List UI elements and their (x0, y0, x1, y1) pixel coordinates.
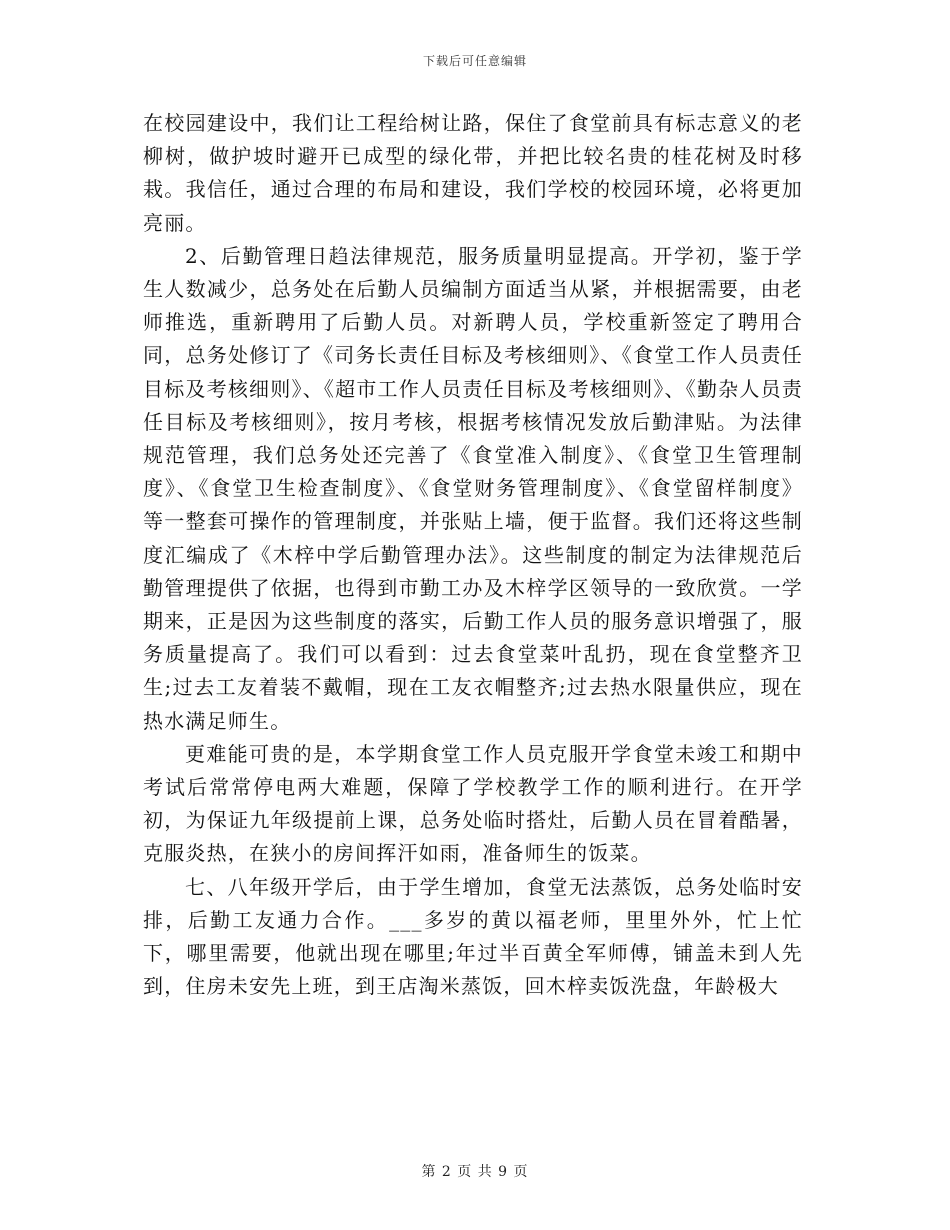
page-footer: 第 2 页 共 9 页 (421, 1164, 529, 1180)
paragraph-4: 七、八年级开学后，由于学生增加，食堂无法蒸饭，总务处临时安排，后勤工友通力合作。___多岁的黄以福老师，里里外外，忙上忙下，哪里需要，他就出现在哪里;年过半百黄全军师傅，铺盖未到人先到，住房未安先上班，到王店淘米蒸饭，回木梓卖饭洗盘，年龄极大 (143, 874, 803, 999)
paragraph-3: 更难能可贵的是，本学期食堂工作人员克服开学食堂未竣工和期中考试后常常停电两大难题，保障了学校教学工作的顺利进行。在开学初，为保证九年级提前上课，总务处临时搭灶，后勤人员在冒着酷暑，克服炎热，在狭小的房间挥汗如雨，准备师生的饭菜。 (143, 741, 803, 866)
page-header: 下载后可任意编辑 (422, 54, 527, 68)
paragraph-2: 2、后勤管理日趋法律规范，服务质量明显提高。开学初，鉴于学生人数减少，总务处在后勤人员编制方面适当从紧，并根据需要，由老师推选，重新聘用了后勤人员。对新聘人员，学校重新签定了聘用合同，总务处修订了《司务长责任目标及考核细则》、《食堂工作人员责任目标及考核细则》、《超市工作人员责任目标及考核细则》、《勤杂人员责任目标及考核细则》，按月考核，根据考核情况发放后勤津贴。为法律规范管理，我们总务处还完善了《食堂准入制度》、《食堂卫生管理制度》、《食堂卫生检查制度》、《食堂财务管理制度》、《食堂留样制度》等一整套可操作的管理制度，并张贴上墙，便于监督。我们还将这些制度汇编成了《木梓中学后勤管理办法》。这些制度的制定为法律规范后勤管理提供了依据，也得到市勤工办及木梓学区领导的一致欣赏。一学期来，正是因为这些制度的落实，后勤工作人员的服务意识增强了，服务质量提高了。我们可以看到：过去食堂菜叶乱扔，现在食堂整齐卫生;过去工友着装不戴帽，现在工友衣帽整齐;过去热水限量供应，现在热水满足师生。 (143, 243, 803, 733)
paragraph-1: 在校园建设中，我们让工程给树让路，保住了食堂前具有标志意义的老柳树，做护坡时避开已成型的绿化带，并把比较名贵的桂花树及时移栽。我信任，通过合理的布局和建设，我们学校的校园环境，必将更加亮丽。 (143, 111, 803, 235)
document-body (143, 107, 803, 1003)
